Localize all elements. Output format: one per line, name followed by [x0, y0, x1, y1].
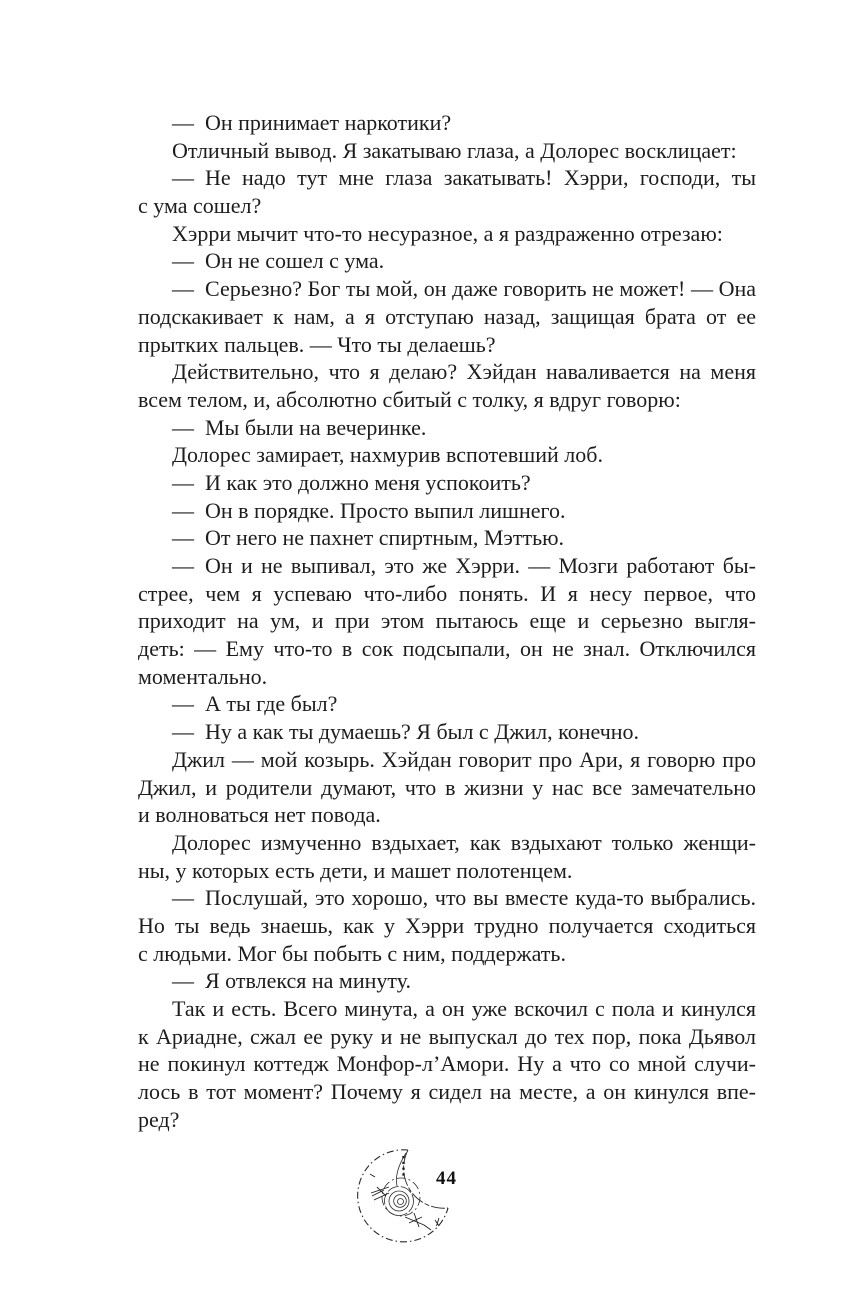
text-line: Отличный вывод. Я закатываю глаза, а Долорес восклицает: — [172, 137, 737, 163]
text-line: — А ты где был? — [172, 691, 338, 717]
text-line: Но ты ведь знаешь, как у Хэрри трудно получается сходиться — [138, 912, 756, 938]
text-line: с ума сошел? — [138, 193, 262, 219]
text-line: к Ариадне, сжал ее руку и не выпускал до тех пор, пока Дьявол — [138, 1023, 756, 1049]
text-line: стрее, чем я успеваю что-либо понять. И я несу первое, что — [138, 580, 756, 606]
text-line: Так и есть. Всего минута, а он уже вскочил с пола и кинулся — [172, 996, 756, 1021]
text-line: Долорес измученно вздыхает, как вздыхают только женщи- — [172, 829, 756, 855]
text-line: всем телом, и, абсолютно сбитый с толку, я вдруг говорю: — [138, 386, 681, 412]
text-line: — Ну а как ты думаешь? Я был с Джил, конечно. — [172, 719, 640, 745]
text-line: — Он не сошел с ума. — [172, 248, 385, 274]
text-line: и волноваться нет повода. — [138, 802, 381, 828]
text-line: — Серьезно? Бог ты мой, он даже говорить не может! — Она — [172, 276, 756, 302]
text-line: ред? — [138, 1106, 180, 1132]
text-line: — И как это должно меня успокоить? — [172, 469, 531, 495]
text-line: ны, у которых есть дети, и машет полотенцем. — [138, 857, 573, 883]
text-line: приходит на ум, и при этом пытаюсь еще и серьезно выгля- — [138, 608, 756, 634]
text-line: подскакивает к нам, а я отступаю назад, защищая брата от ее — [138, 303, 756, 329]
text-line: — Мы были на вечеринке. — [172, 414, 427, 440]
text-line: Действительно, что я делаю? Хэйдан наваливается на меня — [172, 359, 756, 385]
text-line: лось в тот момент? Почему я сидел на месте, а он кинулся впе- — [138, 1079, 756, 1105]
text-line: прытких пальцев. — Что ты делаешь? — [138, 331, 496, 357]
page-number: 44 — [436, 1168, 457, 1189]
text-line: — Послушай, это хорошо, что вы вместе куда-то выбрались. — [172, 885, 756, 911]
text-line: — Не надо тут мне глаза закатывать! Хэрри, господи, ты — [172, 165, 756, 191]
text-line: — Он принимает наркотики? — [172, 110, 452, 135]
text-line: Хэрри мычит что-то несуразное, а я раздраженно отрезаю: — [172, 220, 723, 246]
text-line: — Я отвлекся на минуту. — [172, 968, 411, 994]
text-line: — От него не пахнет спиртным, Мэттью. — [172, 525, 565, 551]
text-line: — Он и не выпивал, это же Хэрри. — Мозги работают бы- — [172, 553, 756, 578]
text-line: моментально. — [138, 663, 268, 689]
text-line: — Он в порядке. Просто выпил лишнего. — [172, 497, 566, 523]
crescent-moon-ornament — [348, 1146, 454, 1243]
text-line: Джил — мой козырь. Хэйдан говорит про Ари, я говорю про — [172, 746, 756, 772]
text-line: с людьми. Мог бы побыть с ним, поддержать. — [138, 940, 566, 966]
text-line: деть: — Ему что-то в сок подсыпали, он не знал. Отключился — [138, 636, 756, 662]
page-text — [138, 109, 756, 1133]
text-line: Долорес замирает, нахмурив вспотевший лоб. — [172, 442, 603, 468]
text-line: Джил, и родители думают, что в жизни у нас все замечательно — [138, 774, 756, 800]
text-line: не покинул коттедж Монфор-л’Амори. Ну а что со мной случи- — [138, 1051, 756, 1077]
